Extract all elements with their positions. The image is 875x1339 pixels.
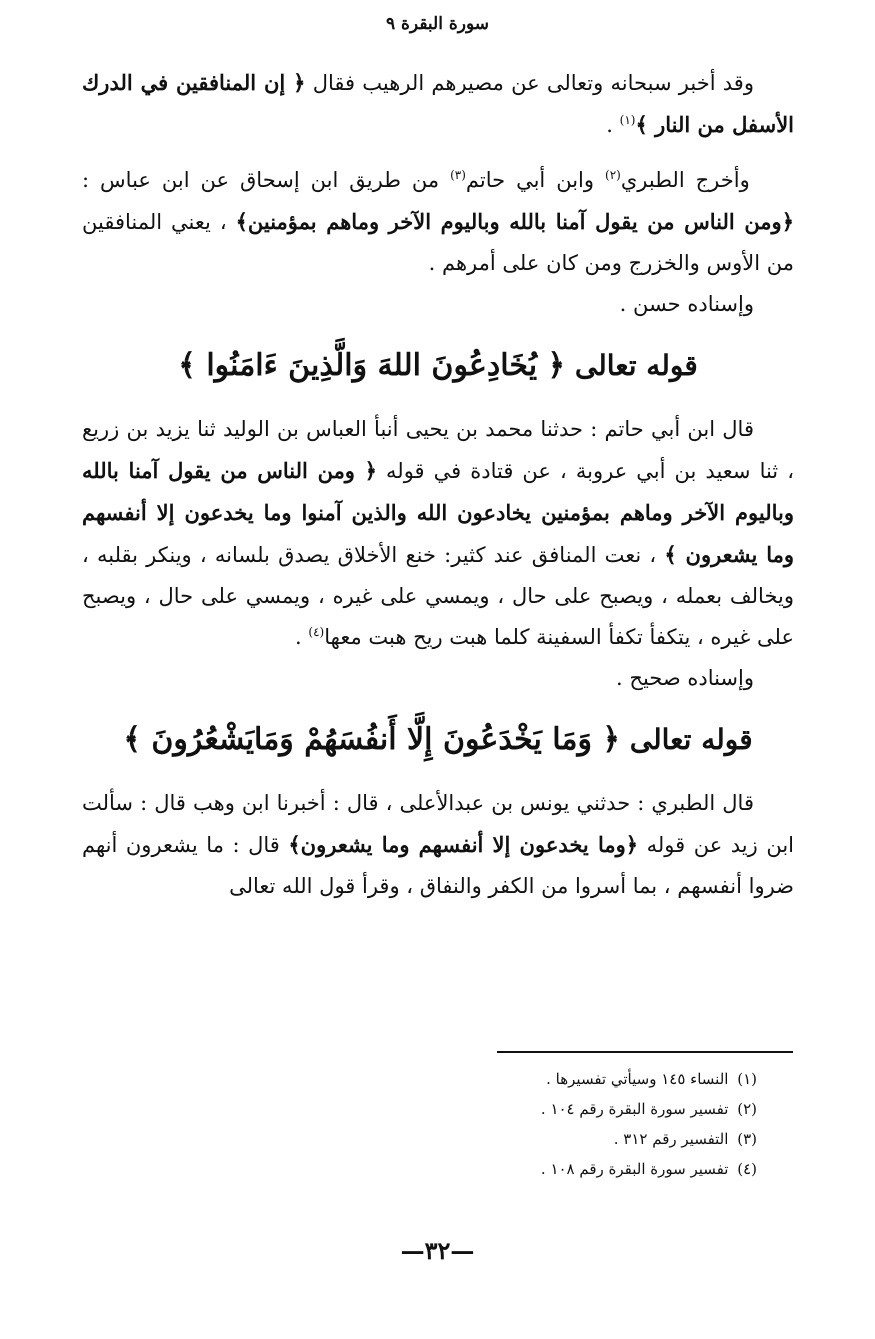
heading-verse: ﴿ وَمَا يَخْدَعُونَ إِلَّا أَنفُسَهُمْ وَمَايَشْعُرُونَ ﴾ [123, 722, 621, 757]
paragraph-text: قال : ما يشعرون أنهم ضروا أنفسهم ، بما أسروا من الكفر والنفاق ، وقرأ قول الله تعالى [82, 833, 794, 898]
main-text [82, 62, 794, 907]
footnote-number: (١) [737, 1070, 757, 1088]
paragraph-text: وأخرج الطبري [620, 168, 750, 192]
running-header: سورة البقرة ٩ [385, 14, 490, 34]
verse-heading-2 [82, 713, 794, 767]
paragraph-4 [82, 783, 794, 907]
footnote-item [337, 1124, 757, 1154]
quran-verse: ﴿ ومن الناس من يقول آمنا بالله وباليوم الآخر وماهم بمؤمنين يخادعون الله والذين آمنوا وما يخدعون إلا أنفسهم وما يشعرون ﴾ [82, 458, 795, 567]
paragraph-text: قال الطبري : حدثني يونس بن عبدالأعلى ، قال : أخبرنا ابن وهب قال : سألت ابن زيد عن قوله [82, 791, 794, 857]
footnotes [337, 1064, 757, 1184]
footnote-number: (٣) [737, 1130, 757, 1148]
paragraph-end: . [295, 625, 309, 649]
footnote-ref[interactable]: (٣) [450, 168, 466, 182]
footnote-ref[interactable]: (٢) [605, 168, 621, 182]
footnote-item [337, 1094, 757, 1124]
footnote-number: (٢) [737, 1100, 757, 1118]
paragraph-2 [82, 160, 794, 284]
footnote-ref[interactable]: (١) [619, 113, 636, 127]
page-number: —٣٢— [400, 1236, 475, 1265]
verse-heading-1 [82, 339, 794, 393]
footnote-ref[interactable]: (٤) [308, 625, 325, 639]
isnad-note: وإسناده حسن . [619, 292, 754, 316]
isnad-note: وإسناده صحيح . [616, 666, 754, 690]
paragraph-end: . [606, 113, 620, 137]
footnote-item [337, 1064, 757, 1094]
heading-prefix: قوله تعالى [574, 349, 698, 382]
footnote-number: (٤) [737, 1160, 757, 1178]
paragraph-text: من طريق ابن إسحاق عن ابن عباس : [82, 168, 451, 192]
heading-prefix: قوله تعالى [629, 723, 753, 756]
footnote-item [337, 1154, 757, 1184]
heading-verse: ﴿ يُخَادِعُونَ اللهَ وَالَّذِينَ ءَامَنُوا ﴾ [178, 348, 566, 383]
paragraph-text: قال ابن أبي حاتم : حدثنا محمد بن يحيى أنبأ العباس بن الوليد ثنا يزيد بن زريع ، ثنا سعيد بن أبي عروبة ، عن قتادة في قوله [82, 417, 794, 483]
paragraph-1 [82, 62, 794, 146]
quran-verse: ﴿ومن الناس من يقول آمنا بالله وباليوم الآخر وماهم بمؤمنين﴾ [235, 209, 795, 234]
paragraph-3 [82, 409, 794, 658]
footnote-text: تفسير سورة البقرة رقم ١٠٨ . [540, 1160, 729, 1178]
paragraph-text: ، يعني المنافقين من الأوس والخزرج ومن كان على أمرهم . [82, 210, 794, 275]
quran-verse: ﴿وما يخدعون إلا أنفسهم وما يشعرون﴾ [288, 832, 639, 857]
footnote-text: تفسير سورة البقرة رقم ١٠٤ . [540, 1100, 729, 1118]
footnote-text: التفسير رقم ٣١٢ . [613, 1130, 729, 1148]
paragraph-text: وقد أخبر سبحانه وتعالى عن مصيرهم الرهيب فقال [312, 71, 754, 95]
paragraph-text: ، نعت المنافق عند كثير: خنع الأخلاق يصدق بلسانه ، وينكر بقلبه ، ويخالف بعمله ، ويصبح على حال ، ويمسي على غيره ، ويمسي على حال ، ويصبح على غيره ، يتكفأ تكفأ السفينة كلما هبت ريح هبت معها [82, 543, 794, 649]
footnote-text: النساء ١٤٥ وسيأتي تفسيرها . [546, 1070, 729, 1088]
quran-verse: ﴿ إن المنافقين في الدرك الأسفل من النار ﴾ [82, 70, 794, 137]
paragraph-text: وابن أبي حاتم [465, 168, 605, 192]
footnote-divider [497, 1051, 793, 1053]
